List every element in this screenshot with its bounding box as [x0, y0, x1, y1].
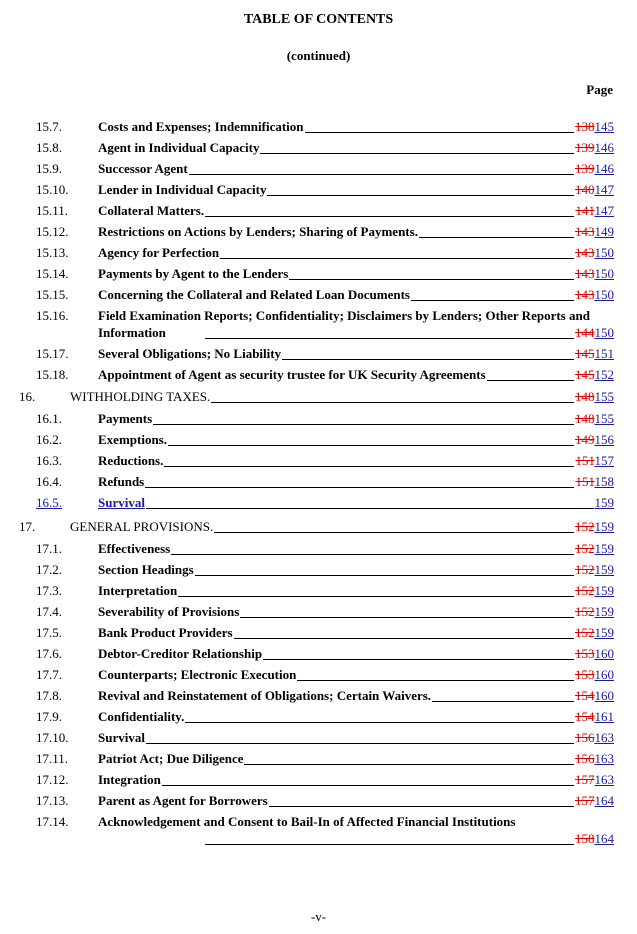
toc-entry-title: Reductions. [98, 453, 164, 468]
toc-entry-title: Integration [98, 772, 161, 787]
toc-page-ref[interactable] [574, 729, 614, 746]
inserted-page-number: 156 [594, 432, 614, 447]
toc-entry-number: 15.11. [36, 203, 69, 218]
toc-page-ref[interactable] [574, 160, 614, 177]
toc-entry[interactable] [0, 431, 637, 448]
toc-entry[interactable] [0, 687, 637, 704]
toc-entry-number: 17.2. [36, 562, 62, 577]
toc-entry-number: 16.3. [36, 453, 62, 468]
deleted-page-number: 153 [575, 646, 595, 661]
inserted-page-number: 159 [594, 562, 614, 577]
deleted-page-number: 144 [575, 325, 595, 340]
toc-entry[interactable] [0, 561, 637, 578]
toc-entry-title: Refunds [98, 474, 145, 489]
inserted-page-number: 151 [594, 346, 614, 361]
toc-entry-number: 17.14. [36, 814, 69, 829]
toc-entry-title: Restrictions on Actions by Lenders; Sharing of Payments. [98, 224, 418, 239]
toc-entry-number: 15.12. [36, 224, 69, 239]
deleted-page-number: 152 [575, 519, 595, 534]
toc-list [0, 114, 637, 847]
toc-entry-title: Section Headings [98, 562, 194, 577]
inserted-page-number: 163 [594, 751, 614, 766]
toc-page-ref[interactable] [574, 181, 614, 198]
toc-entry-number: 17.12. [36, 772, 69, 787]
inserted-page-number: 160 [594, 646, 614, 661]
toc-entry-title: WITHHOLDING TAXES. [70, 389, 211, 404]
toc-entry-title: Confidentiality. [98, 709, 185, 724]
toc-page-ref[interactable] [574, 431, 614, 448]
toc-entry[interactable] [0, 345, 637, 362]
toc-entry-title: Patriot Act; Due Diligence [98, 751, 244, 766]
toc-entry-title: Survival [98, 730, 145, 745]
toc-entry-number: 17.4. [36, 604, 62, 619]
toc-entry-number: 15.13. [36, 245, 69, 260]
toc-entry-number: 16.1. [36, 411, 62, 426]
toc-page-ref[interactable] [574, 540, 614, 557]
toc-subtitle: (continued) [286, 48, 351, 63]
deleted-page-number: 152 [575, 562, 595, 577]
deleted-page-number: 148 [575, 411, 595, 426]
deleted-page-number: 152 [575, 625, 595, 640]
toc-entry[interactable] [0, 307, 637, 341]
toc-entry[interactable] [0, 223, 637, 240]
toc-entry[interactable] [0, 265, 637, 282]
toc-entry[interactable] [0, 160, 637, 177]
page-column-header: Page [586, 82, 613, 97]
toc-entry-title: Survival [98, 495, 145, 510]
toc-entry[interactable] [0, 582, 637, 599]
toc-entry-title: Parent as Agent for Borrowers [98, 793, 268, 808]
toc-entry[interactable] [0, 666, 637, 683]
toc-page-ref[interactable] [574, 473, 614, 490]
toc-entry[interactable] [0, 244, 637, 261]
toc-entry-number: 15.8. [36, 140, 62, 155]
toc-entry-number: 17. [19, 519, 36, 534]
inserted-page-number: 150 [594, 266, 614, 281]
inserted-page-number: 147 [594, 182, 614, 197]
toc-entry[interactable] [0, 452, 637, 469]
toc-entry-number: 17.6. [36, 646, 62, 661]
deleted-page-number: 157 [575, 772, 595, 787]
toc-page-ref[interactable] [574, 666, 614, 683]
toc-entry-number: 16.2. [36, 432, 62, 447]
toc-entry-number: 17.3. [36, 583, 62, 598]
dot-leader [205, 844, 614, 845]
toc-page-ref[interactable] [574, 118, 614, 135]
inserted-page-number: 163 [594, 772, 614, 787]
toc-entry[interactable] [0, 366, 637, 383]
page-number-footer: -v- [310, 909, 327, 924]
toc-entry[interactable] [0, 286, 637, 303]
toc-entry-number: 15.18. [36, 367, 69, 382]
toc-page-ref[interactable] [574, 750, 614, 767]
inserted-page-number: 159 [594, 541, 614, 556]
toc-entry-title: Concerning the Collateral and Related Loan Documents [98, 287, 410, 302]
toc-entry-title: Acknowledgement and Consent to Bail-In of Affected Financial Institutions [98, 814, 516, 829]
toc-entry[interactable] [0, 771, 637, 788]
toc-page-ref[interactable] [574, 561, 614, 578]
toc-entry[interactable] [0, 750, 637, 767]
inserted-page-number: 146 [594, 161, 614, 176]
toc-entry-number: 17.10. [36, 730, 69, 745]
toc-entry-number: 17.5. [36, 625, 62, 640]
inserted-page-number: 164 [594, 831, 614, 846]
deleted-page-number: 143 [575, 224, 595, 239]
toc-entry-number: 15.7. [36, 119, 62, 134]
toc-page-ref[interactable] [574, 771, 614, 788]
toc-page-ref[interactable] [574, 582, 614, 599]
toc-entry-title: Agent in Individual Capacity [98, 140, 260, 155]
deleted-page-number: 156 [575, 751, 595, 766]
toc-entry-number: 16.5. [36, 495, 62, 510]
deleted-page-number: 153 [575, 667, 595, 682]
inserted-page-number: 159 [594, 625, 614, 640]
inserted-page-number: 164 [594, 793, 614, 808]
toc-page-ref[interactable] [574, 452, 614, 469]
inserted-page-number: 159 [594, 604, 614, 619]
toc-entry-title: Payments [98, 411, 153, 426]
toc-entry[interactable] [0, 645, 637, 662]
deleted-page-number: 154 [575, 709, 595, 724]
toc-entry[interactable] [0, 624, 637, 641]
toc-page-ref[interactable] [574, 708, 614, 725]
inserted-page-number: 150 [594, 325, 614, 340]
toc-page-ref[interactable] [574, 202, 614, 219]
toc-entry-number: 15.10. [36, 182, 69, 197]
toc-page-ref[interactable] [574, 265, 614, 282]
deleted-page-number: 151 [575, 453, 595, 468]
inserted-page-number: 155 [594, 389, 614, 404]
inserted-page-number: 150 [594, 245, 614, 260]
toc-entry-number: 17.1. [36, 541, 62, 556]
deleted-page-number: 152 [575, 604, 595, 619]
deleted-page-number: 141 [575, 203, 595, 218]
inserted-page-number: 159 [594, 495, 614, 510]
deleted-page-number: 139 [575, 161, 595, 176]
toc-page-ref[interactable] [574, 366, 614, 383]
toc-entry[interactable] [0, 118, 637, 135]
toc-entry-title: Interpretation [98, 583, 178, 598]
toc-page-ref[interactable] [574, 624, 614, 641]
toc-entry-title: Exemptions. [98, 432, 167, 447]
toc-page-ref[interactable] [574, 139, 614, 156]
toc-entry[interactable] [0, 540, 637, 557]
toc-entry-number: 15.16. [36, 308, 69, 323]
toc-entry[interactable] [0, 729, 637, 746]
deleted-page-number: 140 [575, 182, 595, 197]
deleted-page-number: 154 [575, 688, 595, 703]
toc-entry-number: 16. [19, 389, 36, 404]
toc-entry[interactable] [0, 388, 637, 405]
inserted-page-number: 157 [594, 453, 614, 468]
toc-page-ref[interactable] [574, 324, 614, 341]
toc-entry[interactable] [0, 792, 637, 809]
toc-entry[interactable] [0, 202, 637, 219]
toc-entry-title: Revival and Reinstatement of Obligations; Certain Waivers. [98, 688, 432, 703]
toc-entry[interactable] [0, 181, 637, 198]
toc-entry[interactable] [0, 139, 637, 156]
inserted-page-number: 145 [594, 119, 614, 134]
toc-entry-title: Lender in Individual Capacity [98, 182, 267, 197]
inserted-page-number: 152 [594, 367, 614, 382]
deleted-page-number: 158 [575, 831, 595, 846]
toc-entry-title: Agency for Perfection [98, 245, 220, 260]
toc-entry-title: Bank Product Providers [98, 625, 233, 640]
deleted-page-number: 156 [575, 730, 595, 745]
toc-page-ref[interactable] [574, 645, 614, 662]
toc-entry[interactable] [0, 813, 637, 847]
deleted-page-number: 139 [575, 140, 595, 155]
deleted-page-number: 143 [575, 245, 595, 260]
toc-page-ref[interactable] [574, 410, 614, 427]
inserted-page-number: 147 [594, 203, 614, 218]
inserted-page-number: 158 [594, 474, 614, 489]
toc-entry-number: 17.8. [36, 688, 62, 703]
deleted-page-number: 151 [575, 474, 595, 489]
toc-entry-title: Payments by Agent to the Lenders [98, 266, 289, 281]
inserted-page-number: 160 [594, 688, 614, 703]
inserted-page-number: 160 [594, 667, 614, 682]
toc-entry-number: 16.4. [36, 474, 62, 489]
toc-page-ref[interactable] [574, 388, 614, 405]
toc-entry-title: Field Examination Reports; Confidentiality; Disclaimers by Lenders; Other Reports and Information [98, 308, 590, 340]
toc-entry[interactable] [0, 518, 637, 535]
toc-page-ref[interactable] [574, 286, 614, 303]
inserted-page-number: 149 [594, 224, 614, 239]
inserted-page-number: 159 [594, 519, 614, 534]
inserted-page-number: 161 [594, 709, 614, 724]
deleted-page-number: 157 [575, 793, 595, 808]
toc-entry-title: Collateral Matters. [98, 203, 205, 218]
inserted-page-number: 155 [594, 411, 614, 426]
inserted-page-number: 163 [594, 730, 614, 745]
deleted-page-number: 143 [575, 266, 595, 281]
deleted-page-number: 145 [575, 346, 595, 361]
toc-page-ref[interactable] [574, 830, 614, 847]
toc-entry-title: Effectiveness [98, 541, 171, 556]
deleted-page-number: 138 [575, 119, 595, 134]
toc-entry[interactable] [0, 708, 637, 725]
deleted-page-number: 143 [575, 287, 595, 302]
deleted-page-number: 152 [575, 583, 595, 598]
toc-entry-title: Counterparts; Electronic Execution [98, 667, 297, 682]
toc-page-ref[interactable] [574, 244, 614, 261]
toc-entry-title: Severability of Provisions [98, 604, 240, 619]
toc-entry-number: 17.11. [36, 751, 69, 766]
toc-page-ref[interactable] [574, 687, 614, 704]
toc-entry-title: Costs and Expenses; Indemnification [98, 119, 304, 134]
toc-entry[interactable] [0, 494, 637, 511]
toc-entry-number: 15.9. [36, 161, 62, 176]
toc-page-ref[interactable] [574, 792, 614, 809]
toc-entry-title: Debtor-Creditor Relationship [98, 646, 263, 661]
toc-page-ref[interactable] [574, 223, 614, 240]
toc-entry-number: 17.9. [36, 709, 62, 724]
toc-entry-number: 17.7. [36, 667, 62, 682]
toc-page-ref[interactable] [594, 494, 615, 511]
deleted-page-number: 152 [575, 541, 595, 556]
deleted-page-number: 145 [575, 367, 595, 382]
inserted-page-number: 146 [594, 140, 614, 155]
toc-entry-number: 15.14. [36, 266, 69, 281]
toc-page-ref[interactable] [574, 603, 614, 620]
toc-entry-number: 15.17. [36, 346, 69, 361]
toc-entry-title: Successor Agent [98, 161, 188, 176]
inserted-page-number: 150 [594, 287, 614, 302]
toc-entry-number: 15.15. [36, 287, 69, 302]
deleted-page-number: 149 [575, 432, 595, 447]
toc-entry-number: 17.13. [36, 793, 69, 808]
toc-page-ref[interactable] [574, 518, 614, 535]
toc-entry[interactable] [0, 473, 637, 490]
toc-entry[interactable] [0, 603, 637, 620]
toc-title: TABLE OF CONTENTS [243, 12, 394, 27]
deleted-page-number: 148 [575, 389, 595, 404]
toc-entry-title: Appointment of Agent as security trustee for UK Security Agreements [98, 367, 486, 382]
toc-page-ref[interactable] [574, 345, 614, 362]
toc-entry-title: GENERAL PROVISIONS. [70, 519, 214, 534]
toc-entry[interactable] [0, 410, 637, 427]
inserted-page-number: 159 [594, 583, 614, 598]
toc-entry-title: Several Obligations; No Liability [98, 346, 282, 361]
